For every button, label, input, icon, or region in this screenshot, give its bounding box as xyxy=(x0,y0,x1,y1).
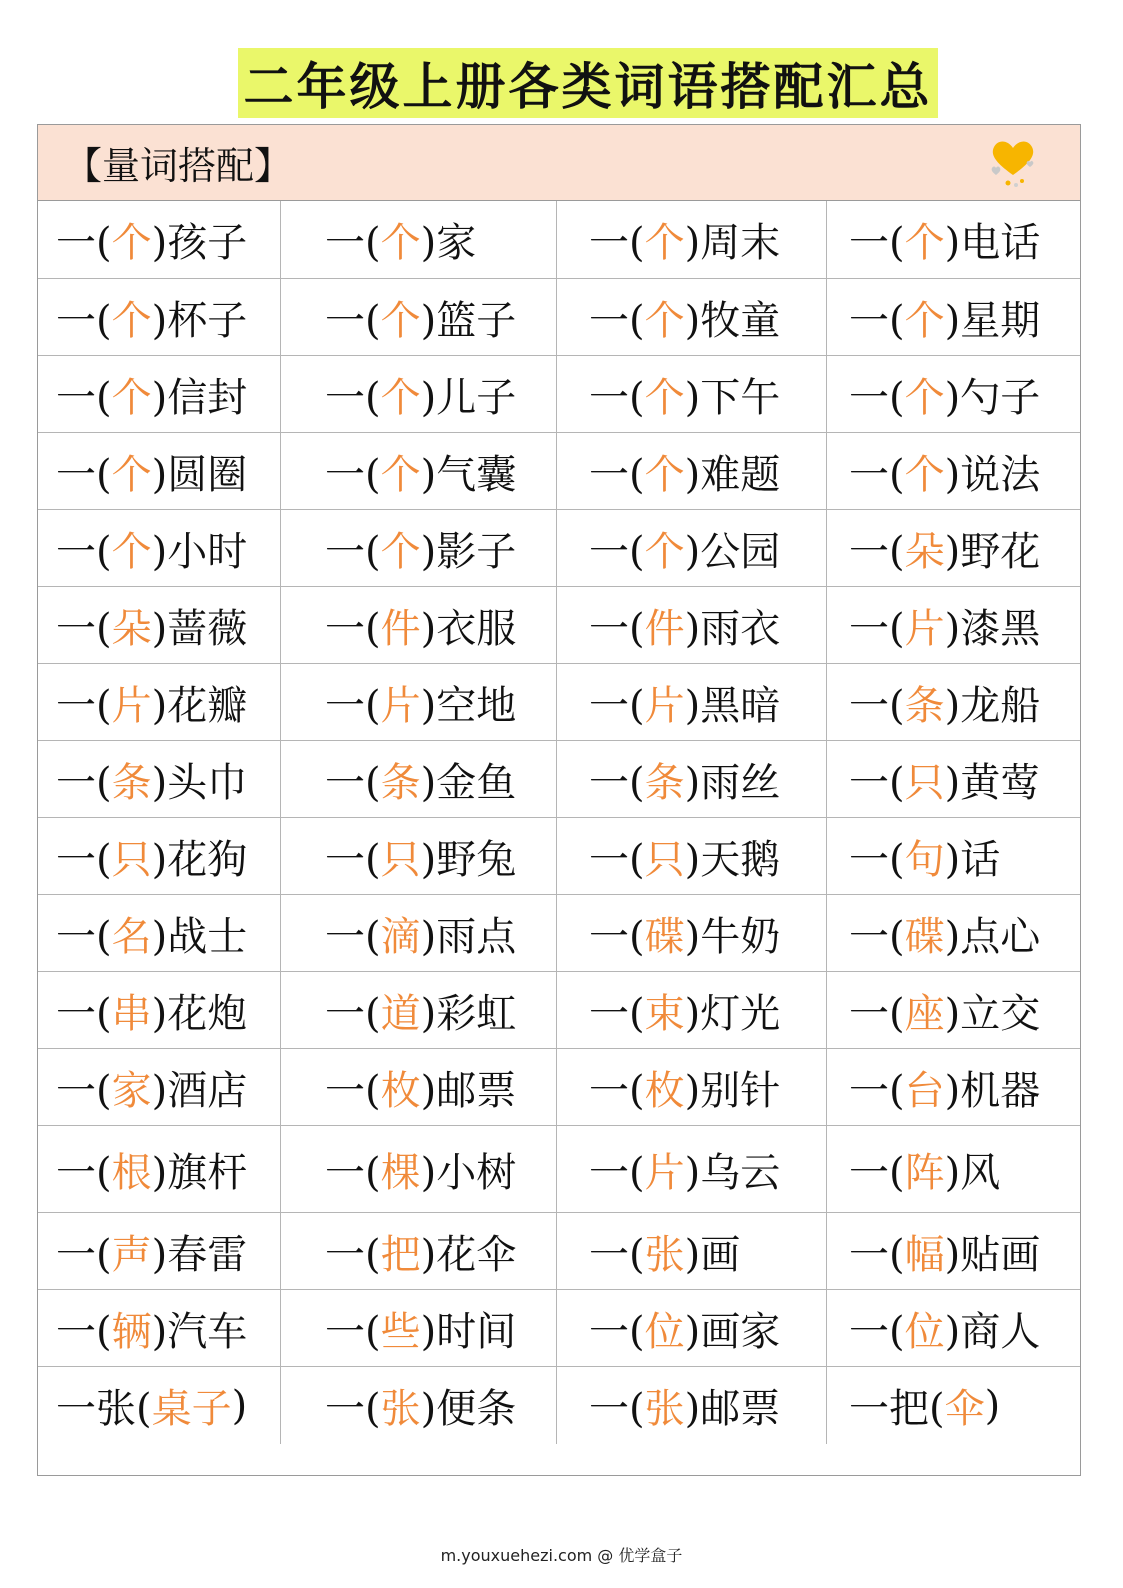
phrase-prefix: 一( xyxy=(589,451,645,498)
phrase-suffix: )商人 xyxy=(944,1308,1041,1355)
phrase-cell xyxy=(38,356,280,432)
phrase-answer: 片 xyxy=(111,682,152,729)
phrase-answer: 声 xyxy=(111,1231,152,1278)
phrase-answer: 个 xyxy=(644,297,685,344)
phrase-suffix: )下午 xyxy=(684,374,781,421)
phrase-prefix: 一( xyxy=(325,1231,381,1278)
phrase-prefix: 一( xyxy=(56,682,112,729)
table-row xyxy=(38,1049,1080,1126)
phrase-prefix: 一( xyxy=(849,374,905,421)
phrase-answer: 伞 xyxy=(944,1386,985,1432)
phrase-suffix: )雨衣 xyxy=(684,605,781,652)
phrase-cell xyxy=(38,972,280,1048)
phrase-cell xyxy=(280,741,556,817)
phrase-answer: 只 xyxy=(904,759,945,806)
phrase-suffix: )邮票 xyxy=(420,1067,517,1114)
phrase-prefix: 一( xyxy=(849,1231,905,1278)
phrase-prefix: 一( xyxy=(56,297,112,344)
phrase-answer: 条 xyxy=(904,682,945,729)
phrase-suffix: )黑暗 xyxy=(684,682,781,729)
phrase-answer: 件 xyxy=(644,605,685,652)
phrase-prefix: 一( xyxy=(589,1386,645,1432)
phrase-suffix: )酒店 xyxy=(151,1067,248,1114)
phrase-prefix: 一( xyxy=(589,1231,645,1278)
measure-word-sheet xyxy=(37,124,1081,1476)
phrase-cell xyxy=(556,1126,826,1212)
phrase-suffix: )漆黑 xyxy=(944,605,1041,652)
phrase-prefix: 一( xyxy=(325,836,381,883)
phrase-suffix: )春雷 xyxy=(151,1231,248,1278)
table-row xyxy=(38,433,1080,510)
phrase-answer: 位 xyxy=(904,1308,945,1355)
phrase-suffix: )公园 xyxy=(684,528,781,575)
phrase-cell xyxy=(556,587,826,663)
phrase-prefix: 一( xyxy=(589,605,645,652)
phrase-suffix: )野兔 xyxy=(420,836,517,883)
phrase-prefix: 一( xyxy=(849,297,905,344)
phrase-suffix: )家 xyxy=(420,220,477,266)
phrase-prefix: 一( xyxy=(56,913,112,960)
phrase-prefix: 一( xyxy=(589,913,645,960)
phrase-answer: 张 xyxy=(644,1386,685,1432)
phrase-cell xyxy=(826,1049,1080,1125)
section-header xyxy=(38,125,1080,201)
phrase-cell xyxy=(38,1290,280,1366)
phrase-prefix: 一( xyxy=(589,1308,645,1355)
phrase-cell xyxy=(280,1290,556,1366)
phrase-cell xyxy=(556,433,826,509)
phrase-cell xyxy=(556,1213,826,1289)
phrase-suffix: )头巾 xyxy=(151,759,248,806)
phrase-answer: 条 xyxy=(644,759,685,806)
phrase-answer: 座 xyxy=(904,990,945,1037)
phrase-prefix: 一( xyxy=(589,528,645,575)
phrase-answer: 碟 xyxy=(644,913,685,960)
phrase-cell xyxy=(38,741,280,817)
phrase-cell xyxy=(38,587,280,663)
phrase-answer: 条 xyxy=(380,759,421,806)
phrase-answer: 片 xyxy=(904,605,945,652)
phrase-cell xyxy=(280,1213,556,1289)
table-row xyxy=(38,895,1080,972)
phrase-suffix: )彩虹 xyxy=(420,990,517,1037)
phrase-answer: 个 xyxy=(904,297,945,344)
section-label: 【量词搭配】 xyxy=(64,144,293,188)
phrase-prefix: 一( xyxy=(849,836,905,883)
phrase-prefix: 一( xyxy=(325,297,381,344)
table-row xyxy=(38,664,1080,741)
phrase-suffix: )机器 xyxy=(944,1067,1041,1114)
table-row xyxy=(38,1126,1080,1213)
phrase-answer: 道 xyxy=(380,990,421,1037)
phrase-cell xyxy=(38,895,280,971)
table-row xyxy=(38,1367,1080,1444)
phrase-prefix: 一( xyxy=(325,682,381,729)
table-row xyxy=(38,201,1080,279)
phrase-answer: 个 xyxy=(644,374,685,421)
phrase-prefix: 一( xyxy=(56,374,112,421)
page-title: 二年级上册各类词语搭配汇总 xyxy=(238,48,938,118)
phrase-prefix: 一张( xyxy=(56,1386,152,1432)
phrase-prefix: 一( xyxy=(325,913,381,960)
phrase-prefix: 一( xyxy=(589,1067,645,1114)
phrase-cell xyxy=(280,818,556,894)
phrase-prefix: 一( xyxy=(56,1308,112,1355)
phrase-suffix: )贴画 xyxy=(944,1231,1041,1278)
phrase-prefix: 一( xyxy=(325,990,381,1037)
phrase-suffix: )牧童 xyxy=(684,297,781,344)
phrase-cell xyxy=(826,664,1080,740)
phrase-suffix: )星期 xyxy=(944,297,1041,344)
phrase-suffix: )点心 xyxy=(944,913,1041,960)
phrase-cell xyxy=(826,1290,1080,1366)
phrase-cell xyxy=(556,510,826,586)
phrase-cell xyxy=(556,818,826,894)
phrase-suffix: )别针 xyxy=(684,1067,781,1114)
phrase-answer: 条 xyxy=(111,759,152,806)
phrase-suffix: ) xyxy=(984,1382,1001,1429)
phrase-answer: 些 xyxy=(380,1308,421,1355)
phrase-cell xyxy=(280,510,556,586)
phrase-cell xyxy=(826,510,1080,586)
phrase-cell xyxy=(556,201,826,278)
phrase-answer: 朵 xyxy=(904,528,945,575)
phrase-prefix: 一( xyxy=(56,1149,112,1196)
phrase-prefix: 一( xyxy=(325,528,381,575)
phrase-prefix: 一( xyxy=(589,220,645,266)
phrase-answer: 个 xyxy=(111,220,152,266)
phrase-suffix: )立交 xyxy=(944,990,1041,1037)
phrase-cell xyxy=(826,201,1080,278)
phrase-answer: 个 xyxy=(380,220,421,266)
phrase-suffix: )影子 xyxy=(420,528,517,575)
phrase-prefix: 一( xyxy=(56,528,112,575)
word-grid xyxy=(38,201,1080,1444)
footer-watermark: m.youxuehezi.com @ 优学盒子 xyxy=(440,1546,683,1565)
phrase-answer: 个 xyxy=(380,374,421,421)
phrase-cell xyxy=(826,1213,1080,1289)
phrase-cell xyxy=(556,1049,826,1125)
phrase-prefix: 一( xyxy=(849,759,905,806)
phrase-suffix: )汽车 xyxy=(151,1308,248,1355)
phrase-prefix: 一( xyxy=(849,1308,905,1355)
phrase-suffix: )时间 xyxy=(420,1308,517,1355)
phrase-suffix: )画家 xyxy=(684,1308,781,1355)
phrase-cell xyxy=(826,972,1080,1048)
phrase-cell xyxy=(38,664,280,740)
phrase-prefix: 一( xyxy=(849,990,905,1037)
phrase-answer: 个 xyxy=(111,528,152,575)
phrase-answer: 个 xyxy=(904,220,945,266)
phrase-answer: 张 xyxy=(644,1231,685,1278)
phrase-prefix: 一( xyxy=(325,1149,381,1196)
phrase-cell xyxy=(556,1367,826,1444)
phrase-suffix: )雨丝 xyxy=(684,759,781,806)
phrase-cell xyxy=(38,201,280,278)
table-row xyxy=(38,1290,1080,1367)
phrase-suffix: ) xyxy=(231,1382,248,1429)
phrase-suffix: )黄莺 xyxy=(944,759,1041,806)
phrase-cell xyxy=(826,587,1080,663)
phrase-cell xyxy=(280,587,556,663)
phrase-prefix: 一( xyxy=(589,1149,645,1196)
table-row xyxy=(38,741,1080,818)
phrase-prefix: 一( xyxy=(56,990,112,1037)
phrase-suffix: )信封 xyxy=(151,374,248,421)
phrase-cell xyxy=(556,1290,826,1366)
phrase-prefix: 一( xyxy=(56,1067,112,1114)
phrase-suffix: )花瓣 xyxy=(151,682,248,729)
phrase-cell xyxy=(556,664,826,740)
table-row xyxy=(38,818,1080,895)
phrase-cell xyxy=(38,510,280,586)
phrase-answer: 个 xyxy=(904,374,945,421)
phrase-cell xyxy=(556,741,826,817)
phrase-suffix: )圆圈 xyxy=(151,451,248,498)
phrase-suffix: )风 xyxy=(944,1149,1001,1196)
phrase-answer: 个 xyxy=(644,528,685,575)
phrase-suffix: )杯子 xyxy=(151,297,248,344)
phrase-cell xyxy=(826,895,1080,971)
phrase-answer: 枚 xyxy=(644,1067,685,1114)
phrase-cell xyxy=(280,201,556,278)
phrase-suffix: )电话 xyxy=(944,220,1041,266)
phrase-suffix: )花狗 xyxy=(151,836,248,883)
phrase-answer: 朵 xyxy=(111,605,152,652)
phrase-answer: 台 xyxy=(904,1067,945,1114)
phrase-prefix: 一( xyxy=(325,759,381,806)
table-row xyxy=(38,279,1080,356)
phrase-cell xyxy=(38,1213,280,1289)
phrase-cell xyxy=(826,1367,1080,1444)
phrase-prefix: 一( xyxy=(56,836,112,883)
phrase-suffix: )勺子 xyxy=(944,374,1041,421)
phrase-suffix: )牛奶 xyxy=(684,913,781,960)
phrase-answer: 件 xyxy=(380,605,421,652)
phrase-answer: 个 xyxy=(380,297,421,344)
phrase-prefix: 一( xyxy=(56,451,112,498)
phrase-cell xyxy=(556,356,826,432)
phrase-prefix: 一( xyxy=(589,990,645,1037)
phrase-prefix: 一( xyxy=(589,297,645,344)
phrase-answer: 只 xyxy=(380,836,421,883)
phrase-cell xyxy=(556,279,826,355)
phrase-suffix: )战士 xyxy=(151,913,248,960)
phrase-cell xyxy=(280,279,556,355)
phrase-cell xyxy=(38,1049,280,1125)
phrase-suffix: )儿子 xyxy=(420,374,517,421)
phrase-cell xyxy=(280,433,556,509)
phrase-suffix: )便条 xyxy=(420,1386,517,1432)
phrase-prefix: 一( xyxy=(589,836,645,883)
phrase-suffix: )金鱼 xyxy=(420,759,517,806)
phrase-prefix: 一( xyxy=(589,682,645,729)
phrase-suffix: )话 xyxy=(944,836,1001,883)
phrase-cell xyxy=(38,818,280,894)
phrase-answer: 个 xyxy=(380,528,421,575)
phrase-suffix: )说法 xyxy=(944,451,1041,498)
phrase-prefix: 一( xyxy=(325,1067,381,1114)
phrase-prefix: 一( xyxy=(849,1067,905,1114)
phrase-answer: 张 xyxy=(380,1386,421,1432)
phrase-answer: 句 xyxy=(904,836,945,883)
phrase-answer: 棵 xyxy=(380,1149,421,1196)
phrase-prefix: 一( xyxy=(849,528,905,575)
phrase-prefix: 一( xyxy=(325,605,381,652)
phrase-prefix: 一( xyxy=(325,374,381,421)
phrase-suffix: )乌云 xyxy=(684,1149,781,1196)
phrase-prefix: 一把( xyxy=(849,1386,945,1432)
phrase-answer: 个 xyxy=(644,220,685,266)
phrase-suffix: )难题 xyxy=(684,451,781,498)
phrase-cell xyxy=(280,356,556,432)
phrase-suffix: )孩子 xyxy=(151,220,248,266)
phrase-prefix: 一( xyxy=(849,605,905,652)
phrase-cell xyxy=(38,279,280,355)
phrase-cell xyxy=(280,972,556,1048)
phrase-suffix: )周末 xyxy=(684,220,781,266)
phrase-suffix: )花伞 xyxy=(420,1231,517,1278)
phrase-prefix: 一( xyxy=(325,1386,381,1432)
phrase-suffix: )天鹅 xyxy=(684,836,781,883)
phrase-prefix: 一( xyxy=(56,605,112,652)
phrase-cell xyxy=(826,356,1080,432)
phrase-answer: 个 xyxy=(380,451,421,498)
phrase-cell xyxy=(38,1367,280,1444)
phrase-answer: 枚 xyxy=(380,1067,421,1114)
heart-icon xyxy=(986,135,1040,191)
phrase-answer: 片 xyxy=(380,682,421,729)
phrase-suffix: )篮子 xyxy=(420,297,517,344)
phrase-cell xyxy=(280,895,556,971)
phrase-cell xyxy=(826,433,1080,509)
phrase-answer: 碟 xyxy=(904,913,945,960)
phrase-suffix: )灯光 xyxy=(684,990,781,1037)
phrase-answer: 名 xyxy=(111,913,152,960)
phrase-answer: 串 xyxy=(111,990,152,1037)
phrase-prefix: 一( xyxy=(325,451,381,498)
phrase-answer: 滴 xyxy=(380,913,421,960)
phrase-suffix: )蔷薇 xyxy=(151,605,248,652)
table-row xyxy=(38,510,1080,587)
phrase-suffix: )龙船 xyxy=(944,682,1041,729)
phrase-answer: 片 xyxy=(644,1149,685,1196)
phrase-answer: 幅 xyxy=(904,1231,945,1278)
phrase-answer: 辆 xyxy=(111,1308,152,1355)
phrase-cell xyxy=(826,279,1080,355)
phrase-prefix: 一( xyxy=(589,374,645,421)
phrase-answer: 个 xyxy=(111,297,152,344)
phrase-answer: 位 xyxy=(644,1308,685,1355)
phrase-cell xyxy=(38,1126,280,1212)
phrase-answer: 只 xyxy=(644,836,685,883)
phrase-prefix: 一( xyxy=(849,451,905,498)
phrase-cell xyxy=(556,972,826,1048)
table-row xyxy=(38,587,1080,664)
phrase-answer: 片 xyxy=(644,682,685,729)
phrase-suffix: )雨点 xyxy=(420,913,517,960)
phrase-cell xyxy=(826,818,1080,894)
phrase-answer: 把 xyxy=(380,1231,421,1278)
phrase-prefix: 一( xyxy=(56,220,112,266)
phrase-prefix: 一( xyxy=(849,682,905,729)
phrase-answer: 个 xyxy=(904,451,945,498)
phrase-suffix: )邮票 xyxy=(684,1386,781,1432)
phrase-prefix: 一( xyxy=(849,220,905,266)
phrase-answer: 个 xyxy=(644,451,685,498)
phrase-prefix: 一( xyxy=(56,1231,112,1278)
phrase-answer: 桌子 xyxy=(151,1386,232,1432)
phrase-cell xyxy=(280,1367,556,1444)
phrase-answer: 只 xyxy=(111,836,152,883)
table-row xyxy=(38,972,1080,1049)
phrase-answer: 个 xyxy=(111,451,152,498)
phrase-prefix: 一( xyxy=(56,759,112,806)
phrase-cell xyxy=(556,895,826,971)
phrase-cell xyxy=(280,1049,556,1125)
phrase-prefix: 一( xyxy=(325,1308,381,1355)
phrase-cell xyxy=(280,664,556,740)
table-row xyxy=(38,356,1080,433)
phrase-suffix: )旗杆 xyxy=(151,1149,248,1196)
phrase-prefix: 一( xyxy=(589,759,645,806)
phrase-cell xyxy=(38,433,280,509)
phrase-suffix: )气囊 xyxy=(420,451,517,498)
phrase-cell xyxy=(826,741,1080,817)
phrase-answer: 家 xyxy=(111,1067,152,1114)
phrase-answer: 阵 xyxy=(904,1149,945,1196)
phrase-answer: 束 xyxy=(644,990,685,1037)
phrase-suffix: )衣服 xyxy=(420,605,517,652)
phrase-suffix: )野花 xyxy=(944,528,1041,575)
phrase-suffix: )空地 xyxy=(420,682,517,729)
phrase-suffix: )画 xyxy=(684,1231,741,1278)
phrase-answer: 根 xyxy=(111,1149,152,1196)
phrase-suffix: )小树 xyxy=(420,1149,517,1196)
phrase-suffix: )小时 xyxy=(151,528,248,575)
phrase-cell xyxy=(826,1126,1080,1212)
phrase-prefix: 一( xyxy=(849,913,905,960)
phrase-answer: 个 xyxy=(111,374,152,421)
phrase-suffix: )花炮 xyxy=(151,990,248,1037)
phrase-prefix: 一( xyxy=(325,220,381,266)
phrase-cell xyxy=(280,1126,556,1212)
phrase-prefix: 一( xyxy=(849,1149,905,1196)
table-row xyxy=(38,1213,1080,1290)
